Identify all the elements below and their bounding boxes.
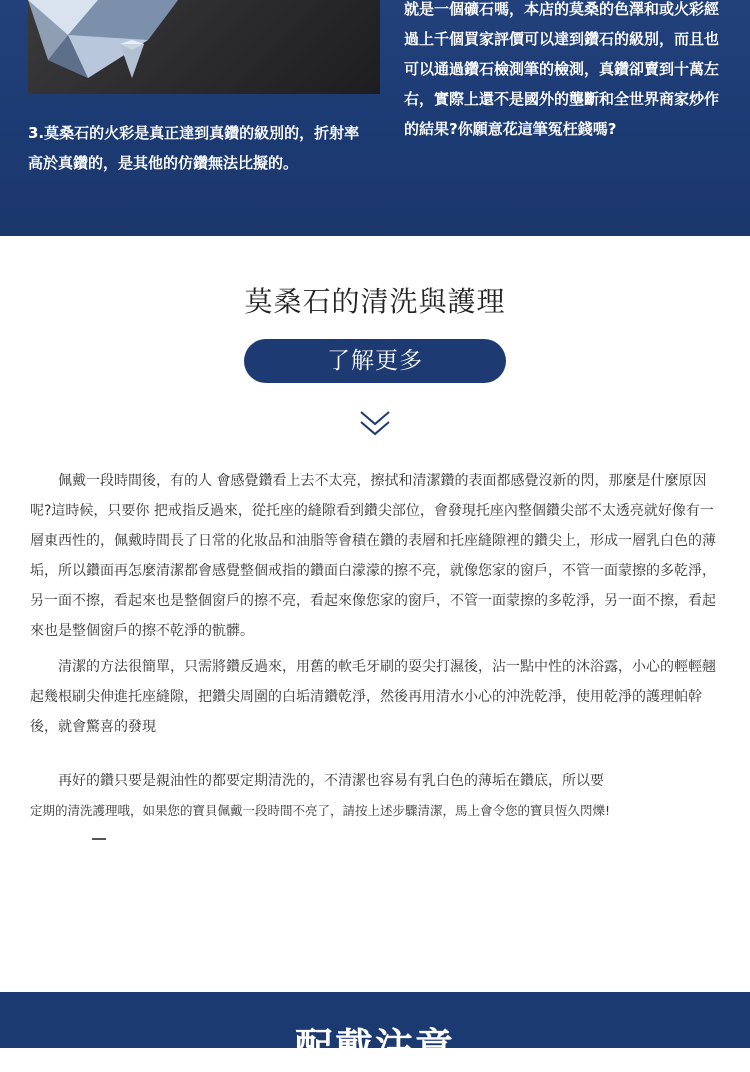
intro-left-paragraph: 3.莫桑石的火彩是真正達到真鑽的級別的，折射率高於真鑽的，是其他的仿鑽無法比擬的。 [28,124,360,172]
gem-photo [28,0,380,94]
intro-right-paragraph: 就是一個礦石嗎，本店的莫桑的色澤和或火彩經過上千個買家評價可以達到鑽石的級別，而且也可以通過鑽石檢測筆的檢測，真鑽卻賣到十萬左右，實際上還不是國外的壟斷和全世界商家炒作的結果?你願意花這筆冤枉錢嗎? [404,0,720,138]
care-paragraph-3-cont: 定期的清洗護理哦，如果您的寶貝佩戴一段時間不亮了，請按上述步驟清潔，馬上會令您的寶貝恆久閃爍! [30,803,611,818]
double-chevron-down-icon [355,404,395,444]
diamond-icon [28,0,380,94]
divider [92,838,106,840]
intro-band [0,0,750,236]
footer-title: 配戴注意 [294,1025,455,1069]
page-title: 莫桑石的清洗與護理 [244,285,506,318]
care-paragraph-2: 清潔的方法很簡單，只需將鑽反過來，用舊的軟毛牙刷的耍尖打濕後，沾一點中性的沐浴露，小心的輕輕翹起幾根刷尖伸進托座縫隙，把鑽尖周圍的白垢清鑽乾淨，然後再用清水小心的沖洗乾淨，使用乾淨的護理帕幹後，就會驚喜的發現 [30,659,716,735]
care-paragraph-1: 佩戴一段時間後，有的人 會感覺鑽看上去不太亮，擦拭和清潔鑽的表面都感覺沒新的閃，那麼是什麼原因呢?這時候，只要你 把戒指反過來，從托座的縫隙看到鑽尖部位，會發現托座內整個鑽尖部不太透亮就好像有一層東西性的，佩戴時間長了日常的化妝品和油脂等會積在鑽的表層和托座縫隙裡的鑽尖上，形成一層乳白色的薄垢，所以鑽面再怎麼清潔都會感覺整個戒指的鑽面白濛濛的擦不亮，就像您家的窗戶，不管一面蒙擦的多乾淨，另一面不擦，看起來也是整個窗戶的擦不亮，看起來像您家的窗戶，不管一面蒙擦的多乾淨，另一面不擦，看起來也是整個窗戶的擦不乾淨的骯髒。 [30,473,716,639]
learn-more-button[interactable]: 了解更多 [244,339,506,383]
care-paragraph-3: 再好的鑽只要是親油性的都要定期清洗的，不清潔也容易有乳白色的薄垢在鑽底，所以要 [30,773,604,789]
care-article [30,466,722,826]
